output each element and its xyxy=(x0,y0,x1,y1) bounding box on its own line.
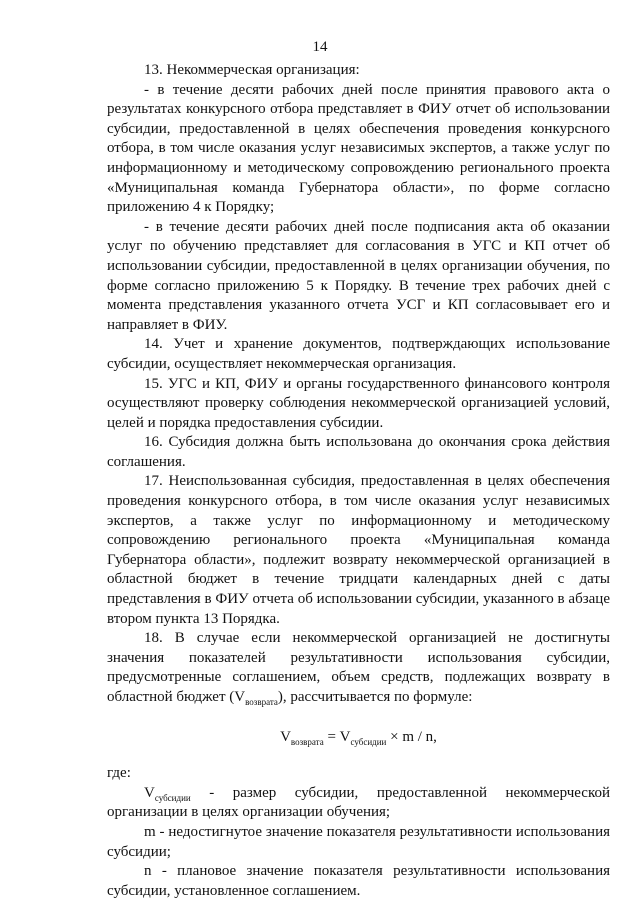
page-number: 14 xyxy=(312,39,328,55)
paragraph-18-subscript: возврата xyxy=(245,697,278,707)
formula-rest: × m / n, xyxy=(386,728,437,745)
refund-formula xyxy=(107,728,610,748)
definition-n: n - плановое значение показателя результативности использования субсидии, установленное соглашением. xyxy=(107,863,610,899)
paragraph-16: 16. Субсидия должна быть использована до окончания срока действия соглашения. xyxy=(107,434,610,470)
paragraph-18 xyxy=(107,629,610,707)
paragraph-14: 14. Учет и хранение документов, подтверждающих использование субсидии, осуществляет некоммерческая организация. xyxy=(107,336,610,372)
paragraph-13-title: 13. Некоммерческая организация: xyxy=(144,62,360,78)
paragraph-18-text-end: ), рассчитывается по формуле: xyxy=(277,689,473,705)
where-label: где: xyxy=(107,765,131,782)
formula-lhs: V xyxy=(280,728,291,745)
paragraph-18-text: 18. В случае если некоммерческой организацией не достигнуты значения показателей результативности использования субсидии, предусмотренные соглашением, объем средств, подлежащих возврату в областной бюджет (V xyxy=(107,630,610,705)
definition-m: m - недостигнутое значение показателя результативности использования субсидии; xyxy=(107,823,610,860)
paragraph-13-item-b: - в течение десяти рабочих дней после подписания акта об оказании услуг по обучению представляет для согласования в УГС и КП отчет об использовании субсидии, предоставленной в целях организации обучения, по форме согласно приложению 5 к Порядку. В течение трех рабочих дней с момента представления указанного отчета УСГ и КП согласовывает его и направляет в ФИУ. xyxy=(107,218,610,333)
paragraph-13-item-a: - в течение десяти рабочих дней после принятия правового акта о результатах конкурсного отбора представляет в ФИУ отчет об использовании субсидии, предоставленной в целях обеспечения проведения конкурсного отбора, в том числе оказания услуг независимых экспертов, а также услуг по информационному и методическому сопровождению регионального проекта «Муниципальная команда Губернатора области», по форме согласно приложению 4 к Порядку; xyxy=(107,81,610,216)
paragraph-17: 17. Неиспользованная субсидия, предоставленная в целях обеспечения проведения конкурсного отбора, в том числе оказания услуг независимых экспертов, а также услуг по информационному и методическому сопровождению регионального проекта «Муниципальная команда Губернатора области», подлежит возврату некоммерческой организацией в областной бюджет в течение тридцати календарных дней с даты представления в ФИУ отчета об использовании субсидии, указанного в абзаце втором пункта 13 Порядка. xyxy=(107,473,610,627)
document-body xyxy=(107,61,610,901)
definition-v-subsidy xyxy=(107,784,610,823)
definition-v-subscript: субсидии xyxy=(154,792,191,803)
formula-middle: = V xyxy=(323,728,351,745)
definition-v-text: - размер субсидии, предоставленной некоммерческой организации в целях организации обучения; xyxy=(107,784,610,821)
definition-v-symbol: V xyxy=(144,784,155,801)
formula-rhs-subscript: субсидии xyxy=(350,736,387,747)
formula-lhs-subscript: возврата xyxy=(290,736,324,747)
paragraph-15: 15. УГС и КП, ФИУ и органы государственного финансового контроля осуществляют проверку соблюдения некоммерческой организацией условий, целей и порядка предоставления субсидии. xyxy=(107,375,610,431)
